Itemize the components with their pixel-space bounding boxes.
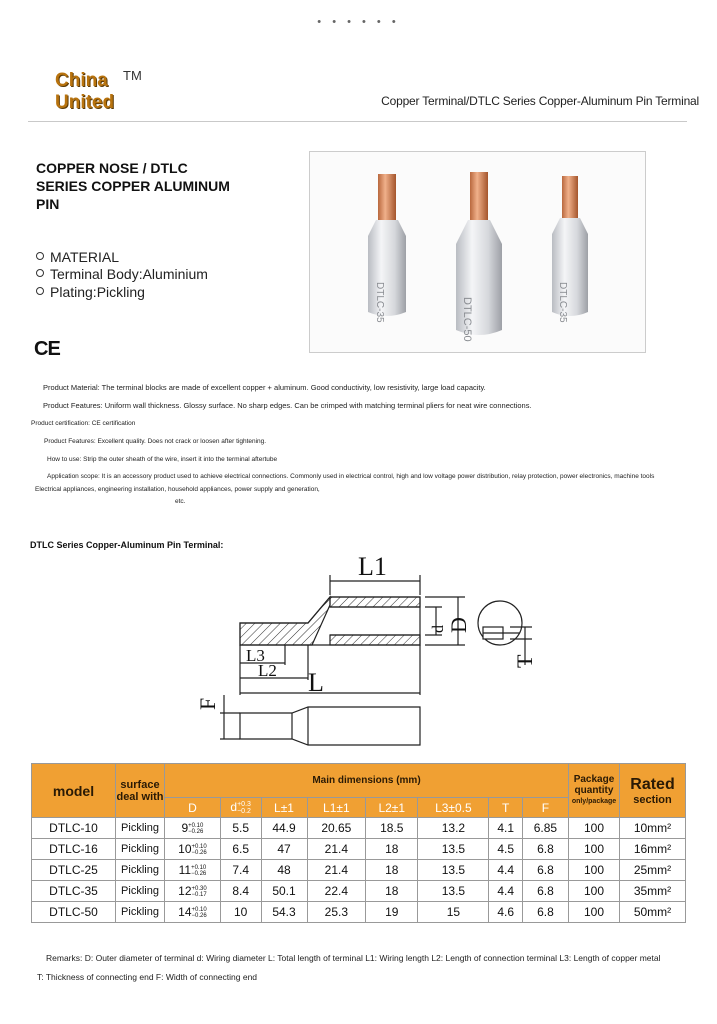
desc-material: Product Material: The terminal blocks are made of excellent copper + aluminum. Good conductivity, low resistivity, large load capacity. bbox=[43, 383, 486, 392]
cell-D-minus: −0.26 bbox=[191, 849, 207, 856]
cell-D-tolerance bbox=[192, 907, 207, 919]
terminal-left bbox=[368, 174, 406, 323]
subheader-D: D bbox=[165, 798, 221, 818]
cell-D-minus: −0.26 bbox=[188, 828, 204, 835]
bullet-text: Terminal Body:Aluminium bbox=[50, 266, 208, 282]
cell-L: 54.3 bbox=[261, 902, 307, 923]
cell-F: 6.8 bbox=[522, 902, 568, 923]
label-L: L bbox=[308, 668, 324, 697]
cell-rated: 16mm² bbox=[620, 839, 686, 860]
bullet-plating bbox=[36, 284, 145, 300]
cell-L: 47 bbox=[261, 839, 307, 860]
cell-T: 4.1 bbox=[489, 818, 522, 839]
cell-surface: Pickling bbox=[116, 860, 165, 881]
cell-T: 4.5 bbox=[489, 839, 522, 860]
subheader-T: T bbox=[489, 798, 522, 818]
brand-logo bbox=[55, 70, 114, 114]
subheader-L1: L1±1 bbox=[307, 798, 366, 818]
cell-L3: 13.5 bbox=[418, 860, 489, 881]
cell-T: 4.4 bbox=[489, 860, 522, 881]
cell-F: 6.8 bbox=[522, 881, 568, 902]
cell-D-tolerance bbox=[188, 823, 203, 835]
cell-D-tolerance bbox=[192, 844, 207, 856]
terminal-left-label: DTLC-35 bbox=[374, 282, 385, 323]
cell-L2: 18.5 bbox=[366, 818, 418, 839]
cell-model: DTLC-25 bbox=[32, 860, 116, 881]
cell-L1: 21.4 bbox=[307, 839, 366, 860]
table-row bbox=[32, 818, 686, 839]
cell-L3: 15 bbox=[418, 902, 489, 923]
bullet-material bbox=[36, 249, 119, 265]
cell-T: 4.6 bbox=[489, 902, 522, 923]
header-divider bbox=[28, 121, 687, 122]
cell-qty: 100 bbox=[569, 881, 620, 902]
table-body bbox=[32, 818, 686, 923]
cell-F: 6.8 bbox=[522, 839, 568, 860]
cell-D-plus: +0.30 bbox=[191, 885, 207, 892]
cell-d: 10 bbox=[220, 902, 261, 923]
cell-L3: 13.2 bbox=[418, 818, 489, 839]
label-F: F bbox=[195, 697, 220, 710]
cell-D-minus: −0.17 bbox=[191, 891, 207, 898]
terminal-middle-label: DTLC-50 bbox=[461, 297, 473, 342]
cell-D bbox=[165, 902, 221, 923]
cell-L2: 18 bbox=[366, 839, 418, 860]
cell-D-value: 11 bbox=[178, 863, 192, 877]
remarks-line1: Remarks: D: Outer diameter of terminal d: Wiring diameter L: Total length of terminal L1: Wiring length L2: Length of connection terminal L3: Length of copper metal bbox=[46, 953, 661, 963]
cell-L: 44.9 bbox=[261, 818, 307, 839]
cell-D-value: 10 bbox=[178, 842, 192, 856]
cell-D bbox=[165, 839, 221, 860]
page-dots: • • • • • • bbox=[317, 16, 400, 28]
cell-surface: Pickling bbox=[116, 839, 165, 860]
desc-features: Product Features: Uniform wall thickness. Glossy surface. No sharp edges. Can be crimped with matching terminal pliers for neat wire connections. bbox=[43, 401, 532, 410]
cell-rated: 25mm² bbox=[620, 860, 686, 881]
cell-D-plus: +0.10 bbox=[188, 822, 204, 829]
cell-qty: 100 bbox=[569, 902, 620, 923]
cell-L2: 18 bbox=[366, 881, 418, 902]
cell-L3: 13.5 bbox=[418, 881, 489, 902]
cell-T: 4.4 bbox=[489, 881, 522, 902]
terminal-right-label: DTLC-35 bbox=[557, 282, 568, 323]
cell-surface: Pickling bbox=[116, 818, 165, 839]
header-package-label: Package quantity bbox=[573, 774, 615, 796]
label-T: T bbox=[512, 654, 537, 668]
logo-line2: United bbox=[55, 92, 115, 113]
page-header-title: Copper Terminal/DTLC Series Copper-Aluminum Pin Terminal bbox=[381, 94, 699, 108]
bullet-body bbox=[36, 266, 208, 282]
cell-D-minus: −0.26 bbox=[191, 870, 207, 877]
cell-d: 7.4 bbox=[220, 860, 261, 881]
cell-D bbox=[165, 818, 221, 839]
cell-L1: 25.3 bbox=[307, 902, 366, 923]
remarks-line2: T: Thickness of connecting end F: Width of connecting end bbox=[37, 972, 258, 982]
cell-qty: 100 bbox=[569, 839, 620, 860]
cell-model: DTLC-10 bbox=[32, 818, 116, 839]
cell-d: 5.5 bbox=[220, 818, 261, 839]
cell-qty: 100 bbox=[569, 818, 620, 839]
header-rated-label: Rated bbox=[630, 775, 675, 793]
cell-D-plus: +0.10 bbox=[191, 906, 207, 913]
bullet-text: MATERIAL bbox=[50, 249, 119, 265]
desc-etc: etc. bbox=[175, 498, 186, 505]
terminal-photo-drawing bbox=[310, 152, 645, 352]
subheader-d bbox=[220, 798, 261, 818]
cell-rated: 50mm² bbox=[620, 902, 686, 923]
table-row bbox=[32, 860, 686, 881]
table-row bbox=[32, 839, 686, 860]
diagram-section-title: DTLC Series Copper-Aluminum Pin Terminal: bbox=[30, 540, 224, 550]
bullet-text: Plating:Pickling bbox=[50, 284, 145, 300]
desc-application: Application scope: It is an accessory product used to achieve electrical connections. Commonly used in electrical control, high and low voltage power distribution, relay protection, power electronics, machine tools bbox=[47, 473, 655, 480]
cell-d: 8.4 bbox=[220, 881, 261, 902]
cell-L2: 19 bbox=[366, 902, 418, 923]
ce-mark: CE bbox=[34, 338, 60, 360]
cell-model: DTLC-50 bbox=[32, 902, 116, 923]
cell-F: 6.8 bbox=[522, 860, 568, 881]
spec-table bbox=[31, 763, 686, 923]
desc-certification: Product certification: CE certification bbox=[31, 420, 136, 427]
cell-D-value: 9 bbox=[181, 821, 189, 835]
desc-features-2: Product Features: Excellent quality. Does not crack or loosen after tightening. bbox=[44, 438, 267, 445]
desc-how-to-use: How to use: Strip the outer sheath of the wire, insert it into the terminal aftertube bbox=[47, 456, 278, 463]
header-rated bbox=[620, 764, 686, 818]
cell-L2: 18 bbox=[366, 860, 418, 881]
label-L2: L2 bbox=[258, 661, 277, 680]
cell-rated: 35mm² bbox=[620, 881, 686, 902]
subheader-d-minus: −0.2 bbox=[237, 807, 251, 815]
subheader-d-label: d bbox=[230, 800, 238, 815]
cell-model: DTLC-16 bbox=[32, 839, 116, 860]
table-row bbox=[32, 881, 686, 902]
header-main-dimensions: Main dimensions (mm) bbox=[165, 764, 569, 798]
cell-L1: 22.4 bbox=[307, 881, 366, 902]
terminal-middle bbox=[456, 172, 502, 342]
label-d: d bbox=[430, 625, 447, 633]
cell-D-minus: −0.26 bbox=[191, 912, 207, 919]
technical-drawing bbox=[180, 545, 540, 755]
cell-L: 50.1 bbox=[261, 881, 307, 902]
cell-surface: Pickling bbox=[116, 881, 165, 902]
trademark: TM bbox=[123, 68, 142, 83]
cell-F: 6.85 bbox=[522, 818, 568, 839]
cell-d: 6.5 bbox=[220, 839, 261, 860]
cell-L3: 13.5 bbox=[418, 839, 489, 860]
subheader-F: F bbox=[522, 798, 568, 818]
header-package bbox=[569, 764, 620, 818]
desc-application-2: Electrical appliances, engineering installation, household appliances, power supply and generation, bbox=[35, 486, 320, 493]
header-rated-sub: section bbox=[633, 793, 672, 806]
header-surface: surface deal with bbox=[116, 764, 165, 818]
subheader-d-plus: +0.3 bbox=[237, 800, 251, 808]
subheader-L: L±1 bbox=[261, 798, 307, 818]
cell-D-plus: +0.10 bbox=[191, 864, 207, 871]
terminal-right bbox=[552, 176, 588, 323]
cell-qty: 100 bbox=[569, 860, 620, 881]
cell-D-plus: +0.10 bbox=[191, 843, 207, 850]
cell-D-tolerance bbox=[191, 865, 206, 877]
product-title: COPPER NOSE / DTLC SERIES COPPER ALUMINUM PIN bbox=[36, 160, 230, 212]
cell-D bbox=[165, 860, 221, 881]
cell-D-tolerance bbox=[192, 886, 207, 898]
subheader-L2: L2±1 bbox=[366, 798, 418, 818]
product-photo bbox=[309, 151, 646, 353]
header-model: model bbox=[32, 764, 116, 818]
cell-L1: 20.65 bbox=[307, 818, 366, 839]
logo-line1: China bbox=[55, 70, 108, 91]
cell-surface: Pickling bbox=[116, 902, 165, 923]
subheader-L3: L3±0.5 bbox=[418, 798, 489, 818]
cell-model: DTLC-35 bbox=[32, 881, 116, 902]
cell-D bbox=[165, 881, 221, 902]
cell-L1: 21.4 bbox=[307, 860, 366, 881]
label-L1: L1 bbox=[358, 552, 387, 581]
label-L3: L3 bbox=[246, 646, 265, 665]
cell-L: 48 bbox=[261, 860, 307, 881]
header-package-sub: only/package bbox=[571, 798, 617, 805]
cell-D-value: 12 bbox=[178, 884, 192, 898]
table-row bbox=[32, 902, 686, 923]
cell-rated: 10mm² bbox=[620, 818, 686, 839]
cell-D-value: 14 bbox=[178, 905, 192, 919]
label-D: D bbox=[446, 617, 471, 633]
